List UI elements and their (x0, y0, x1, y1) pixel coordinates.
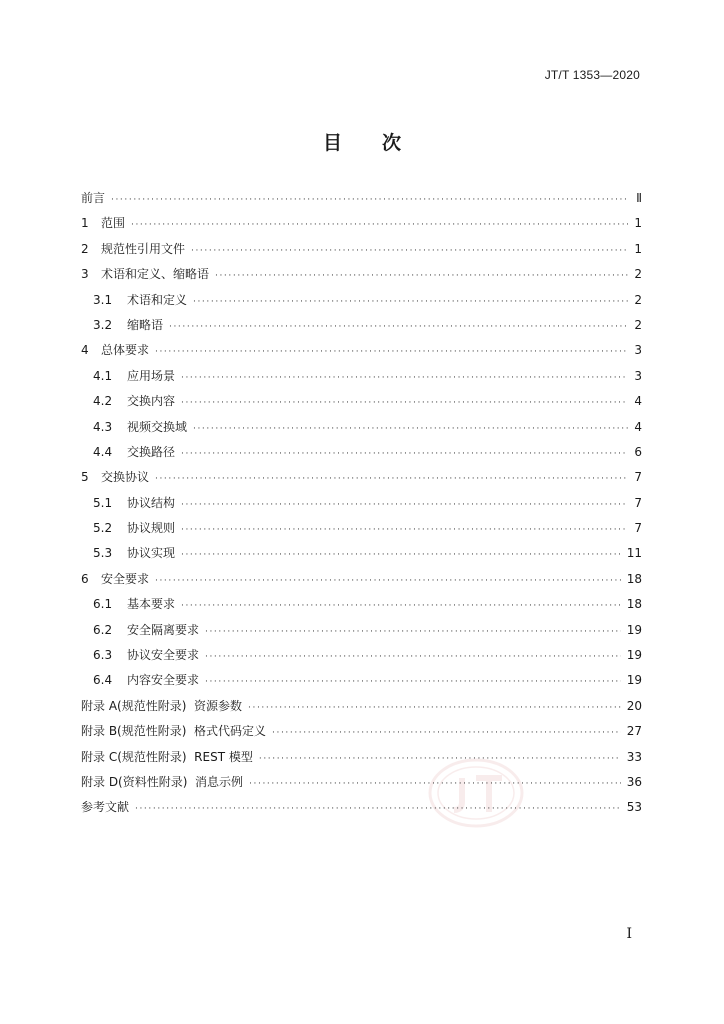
toc-entry[interactable] (81, 338, 642, 363)
toc-leader-dots (181, 442, 628, 467)
toc-entry-page: 18 (626, 571, 642, 586)
toc-entry[interactable] (81, 415, 642, 440)
toc-entry-number: 4.2 (93, 394, 113, 409)
toc-entry-page: 3 (634, 368, 642, 383)
toc-leader-dots (169, 315, 628, 340)
toc-entry[interactable] (81, 567, 642, 592)
toc-entry[interactable] (81, 313, 642, 338)
toc-leader-dots (135, 797, 621, 822)
toc-entry-page: 53 (626, 800, 642, 815)
toc-entry-label: 总体要求 (101, 343, 150, 358)
toc-entry-number: 6 (81, 571, 89, 586)
toc-entry-label: 术语和定义 (127, 292, 188, 307)
toc-entry[interactable] (81, 719, 642, 744)
toc-entry-number: 6.2 (93, 622, 113, 637)
toc-leader-dots (181, 518, 628, 543)
toc-entry[interactable] (81, 389, 642, 414)
toc-leader-dots (111, 188, 628, 213)
toc-entry-label: 安全隔离要求 (127, 622, 200, 637)
toc-entry-page: 4 (634, 394, 642, 409)
toc-entry-number: 6.3 (93, 648, 113, 663)
toc-entry[interactable] (81, 745, 642, 770)
toc-title (0, 128, 724, 155)
toc-leader-dots (155, 467, 628, 492)
toc-entry-number: 4.4 (93, 444, 113, 459)
standard-code: JT/T 1353—2020 (544, 68, 640, 82)
toc-entry-number: 3.1 (93, 292, 113, 307)
toc-leader-dots (181, 543, 621, 568)
toc-leader-dots (191, 239, 628, 264)
toc-entry-page: 36 (626, 774, 642, 789)
toc-entry-page: 27 (626, 724, 642, 739)
toc-entry-number: 5.1 (93, 495, 113, 510)
toc-entry-number: 5.2 (93, 521, 113, 536)
toc-entry-label: 应用场景 (127, 368, 176, 383)
toc-entry-label: 内容安全要求 (127, 673, 200, 688)
toc-entry[interactable] (81, 516, 642, 541)
toc-entry-number: 5.3 (93, 546, 113, 561)
toc-entry-label: 附录 B(规范性附录) 格式代码定义 (81, 724, 267, 739)
toc-entry-label: 交换路径 (127, 444, 176, 459)
toc-entry[interactable] (81, 668, 642, 693)
toc-entry-page: 1 (634, 216, 642, 231)
toc-entry-page: 7 (634, 521, 642, 536)
toc-entry-number: 6.4 (93, 673, 113, 688)
toc-entry-page: 19 (626, 648, 642, 663)
toc-entry[interactable] (81, 694, 642, 719)
toc-entry[interactable] (81, 262, 642, 287)
toc-entry-label: 交换协议 (101, 470, 150, 485)
toc-entry-number: 4.3 (93, 419, 113, 434)
toc-entry[interactable] (81, 211, 642, 236)
toc-entry-label: 安全要求 (101, 571, 150, 586)
toc-leader-dots (193, 290, 628, 315)
toc-entry[interactable] (81, 541, 642, 566)
toc-entry-page: 7 (634, 495, 642, 510)
toc-entry-page: 6 (634, 444, 642, 459)
toc-entry-label: 协议结构 (127, 495, 176, 510)
toc-entry-page: 3 (634, 343, 642, 358)
toc-entry[interactable] (81, 288, 642, 313)
toc-leader-dots (131, 213, 628, 238)
toc-entry-number: 2 (81, 241, 89, 256)
toc-entry[interactable] (81, 643, 642, 668)
toc-leader-dots (215, 264, 628, 289)
toc-leader-dots (181, 493, 628, 518)
toc-entry-label: 缩略语 (127, 317, 164, 332)
toc-entry-page: 19 (626, 622, 642, 637)
page-number: I (626, 926, 632, 942)
toc-entry[interactable] (81, 770, 642, 795)
toc-entry-page: 11 (626, 546, 642, 561)
toc-leader-dots (205, 620, 621, 645)
toc-leader-dots (205, 645, 621, 670)
toc-leader-dots (181, 366, 628, 391)
toc-entry-label: 附录 A(规范性附录) 资源参数 (81, 698, 243, 713)
toc-entry-page: 18 (626, 597, 642, 612)
toc-entry-label: 范围 (101, 216, 126, 231)
toc-leader-dots (181, 391, 628, 416)
toc-entry-page: 7 (634, 470, 642, 485)
toc-entry-page: Ⅱ (636, 191, 642, 205)
toc-entry-label: 术语和定义、缩略语 (101, 267, 210, 282)
toc-leader-dots (181, 594, 621, 619)
toc-leader-dots (193, 417, 628, 442)
toc-entry-page: 2 (634, 267, 642, 282)
toc-entry-number: 1 (81, 216, 89, 231)
toc-leader-dots (155, 340, 628, 365)
toc-entry-page: 1 (634, 241, 642, 256)
toc-entry-page: 2 (634, 317, 642, 332)
toc-entry-label: 参考文献 (81, 800, 130, 815)
toc-entry-page: 2 (634, 292, 642, 307)
toc-entry-label: 协议规则 (127, 521, 176, 536)
table-of-contents (81, 186, 642, 821)
toc-leader-dots (205, 670, 621, 695)
toc-entry-number: 5 (81, 470, 89, 485)
toc-entry-label: 基本要求 (127, 597, 176, 612)
toc-entry-number: 6.1 (93, 597, 113, 612)
toc-entry-page: 20 (626, 698, 642, 713)
toc-leader-dots (259, 747, 621, 772)
toc-entry-page: 33 (626, 749, 642, 764)
toc-entry-number: 3.2 (93, 317, 113, 332)
toc-entry-label: 协议实现 (127, 546, 176, 561)
toc-entry[interactable] (81, 491, 642, 516)
toc-entry-label: 附录 D(资料性附录) 消息示例 (81, 774, 244, 789)
toc-leader-dots (272, 721, 621, 746)
toc-entry-number: 4.1 (93, 368, 113, 383)
toc-entry[interactable] (81, 364, 642, 389)
toc-entry-label: 交换内容 (127, 394, 176, 409)
toc-entry-page: 19 (626, 673, 642, 688)
toc-entry[interactable] (81, 440, 642, 465)
toc-entry-label: 前言 (81, 191, 106, 205)
toc-entry-number: 3 (81, 267, 89, 282)
toc-entry[interactable] (81, 618, 642, 643)
toc-entry-number: 4 (81, 343, 89, 358)
toc-entry[interactable] (81, 186, 642, 211)
toc-entry-label: 附录 C(规范性附录) REST 模型 (81, 749, 253, 764)
toc-entry-label: 协议安全要求 (127, 648, 200, 663)
toc-leader-dots (248, 696, 621, 721)
toc-title-char-2: 次 (382, 132, 402, 154)
toc-entry[interactable] (81, 795, 642, 820)
toc-entry[interactable] (81, 465, 642, 490)
toc-entry-label: 视频交换域 (127, 419, 188, 434)
toc-entry-label: 规范性引用文件 (101, 241, 186, 256)
toc-leader-dots (249, 772, 621, 797)
toc-entry-page: 4 (634, 419, 642, 434)
toc-entry[interactable] (81, 592, 642, 617)
toc-title-char-1: 目 (322, 132, 342, 154)
toc-entry[interactable] (81, 237, 642, 262)
toc-leader-dots (155, 569, 621, 594)
